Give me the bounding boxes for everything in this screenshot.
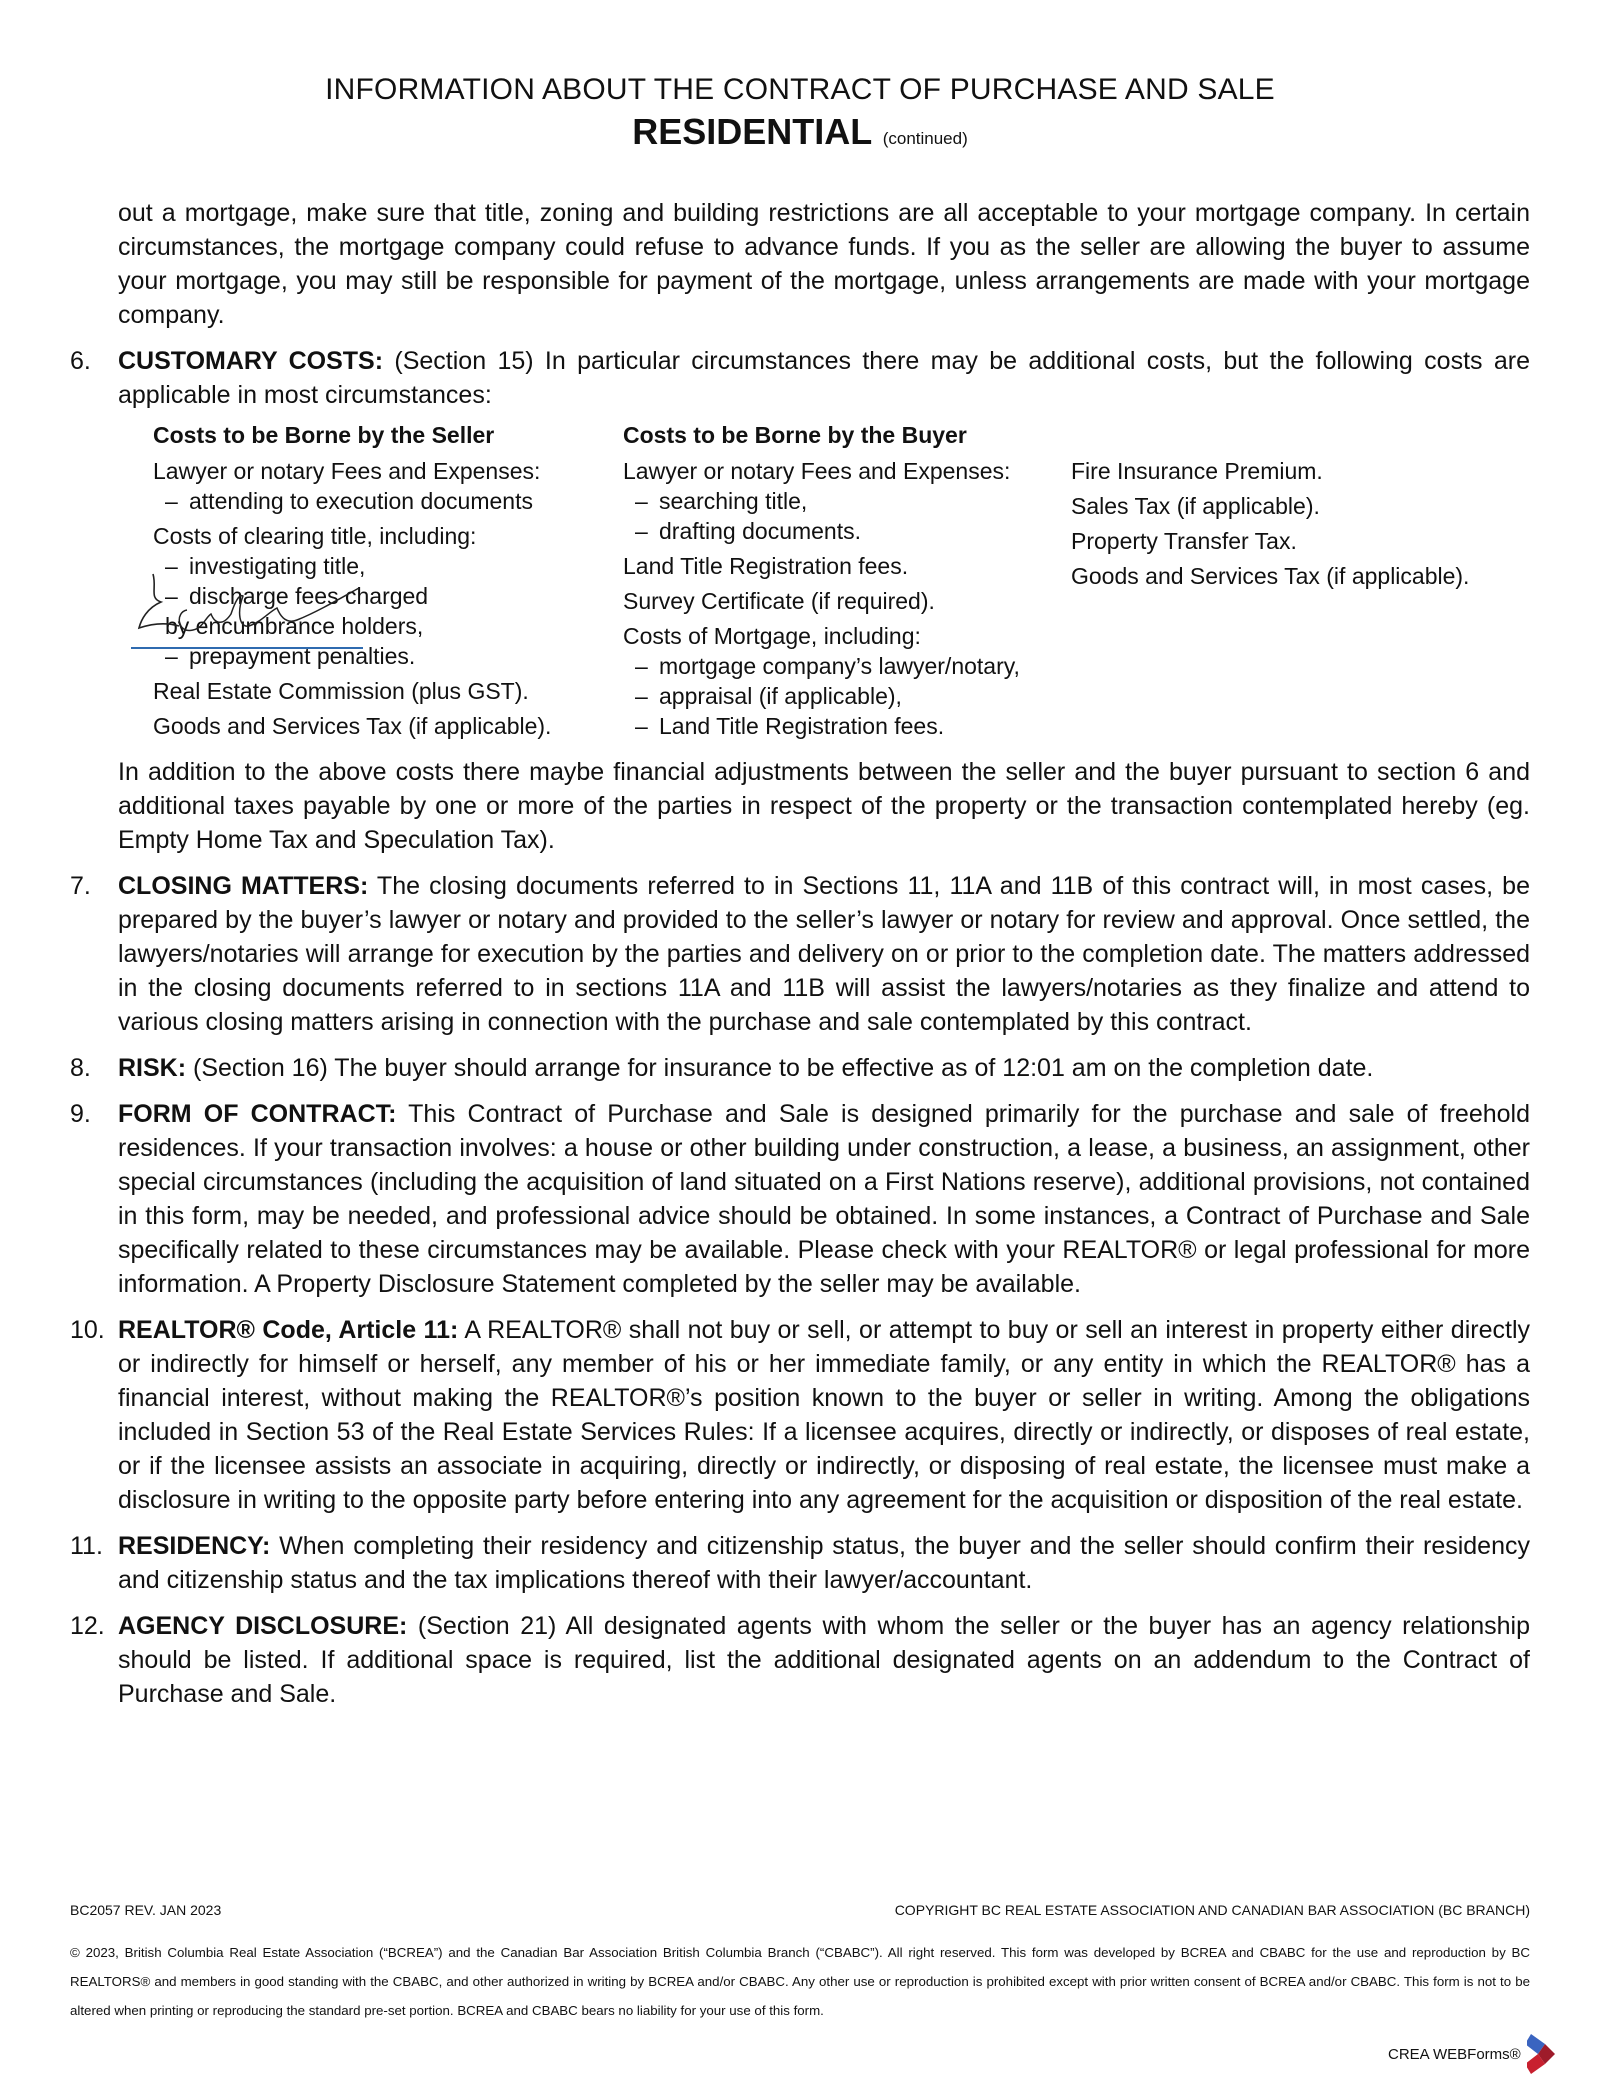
cost-sub-item: – discharge fees charged by encumbrance holders, xyxy=(153,581,455,641)
cost-entry xyxy=(623,456,1071,546)
buyer-costs-column xyxy=(623,420,1071,741)
cost-label: Real Estate Commission (plus GST). xyxy=(153,678,529,704)
section-item xyxy=(70,344,1530,412)
section-body xyxy=(118,869,1530,1039)
section-text: A REALTOR® shall not buy or sell, or attempt to buy or sell an interest in property either directly or indirectly for himself or herself, any member of his or her immediate family, or any entity in which the REALTOR® has a financial interest, without making the REALTOR®’s position known to the buyer or seller in writing. Among the obligations included in Section 53 of the Real Estate Services Rules: If a licensee acquires, directly or indirectly, or disposes of real estate, or if the licensee assists an associate in acquiring, directly or indirectly, or disposing of real estate, the licensee must make a disclosure in writing to the opposite party before entering into any agreement for the acquisition or disposition of the real estate. xyxy=(118,1316,1530,1514)
section-item xyxy=(70,1313,1530,1517)
cost-label: Survey Certificate (if required). xyxy=(623,588,935,614)
section-body xyxy=(118,1609,1530,1711)
cost-sub-item: – investigating title, xyxy=(153,551,623,581)
cost-entry xyxy=(623,586,1071,616)
cost-label: Land Title Registration fees. xyxy=(623,553,909,579)
legal-notice: © 2023, British Columbia Real Estate Association (“BCREA”) and the Canadian Bar Association British Columbia Branch (“CBABC”). All right reserved. This form was developed by BCREA and CBABC for the use and reproduction by BC REALTORS® and members in good standing with the CBABC, and other authorized in writing by BCREA and/or CBABC. Any other use or reproduction is prohibited except with prior written consent of BCREA and/or CBABC. This form is not to be altered when printing or reproducing the standard pre-set portion. BCREA and CBABC bears no liability for your use of this form. xyxy=(70,1945,1530,2018)
additional-costs-paragraph: In addition to the above costs there maybe financial adjustments between the seller and the buyer pursuant to section 6 and additional taxes payable by one or more of the parties in respect of the property or the transaction contemplated hereby (eg. Empty Home Tax and Speculation Tax). xyxy=(118,758,1530,854)
footer-top-row xyxy=(70,1902,1530,1918)
section-number: 12. xyxy=(70,1612,105,1640)
section-body xyxy=(118,1051,1530,1085)
buyer-other-costs-column xyxy=(1071,420,1491,741)
copyright-line: COPYRIGHT BC REAL ESTATE ASSOCIATION AND CANADIAN BAR ASSOCIATION (BC BRANCH) xyxy=(894,1902,1530,1918)
section-number: 10. xyxy=(70,1316,105,1344)
buyer-costs-heading: Costs to be Borne by the Buyer xyxy=(623,422,967,448)
section-body xyxy=(118,1313,1530,1517)
cost-sub-item: – mortgage company’s lawyer/notary, xyxy=(623,651,1071,681)
cost-sub-item: – attending to execution documents xyxy=(153,486,623,516)
cost-entry xyxy=(153,711,623,741)
cost-sub-item: – appraisal (if applicable), xyxy=(623,681,1071,711)
intro-paragraph: out a mortgage, make sure that title, zoning and building restrictions are all acceptable to your mortgage company. In certain circumstances, the mortgage company could refuse to advance funds. If you as the seller are allowing the buyer to assume your mortgage, you may still be responsible for payment of the mortgage, unless arrangements are made with your mortgage company. xyxy=(118,199,1530,329)
cost-entry xyxy=(153,676,623,706)
document-header xyxy=(0,70,1600,162)
section-number: 9. xyxy=(70,1100,91,1128)
section-text: When completing their residency and citizenship status, the buyer and the seller should confirm their residency and citizenship status and the tax implications thereof with their lawyer/accountant. xyxy=(118,1532,1530,1594)
section-number: 7. xyxy=(70,872,91,900)
section-item xyxy=(70,869,1530,1039)
brand-text: CREA WEBForms® xyxy=(1388,2045,1521,2063)
cost-label: Lawyer or notary Fees and Expenses: xyxy=(153,458,541,484)
crea-webforms-logo xyxy=(1388,2032,1557,2076)
section-number: 11. xyxy=(70,1532,103,1560)
section-number: 6. xyxy=(70,347,91,375)
cost-label: Sales Tax (if applicable). xyxy=(1071,493,1320,519)
section-item xyxy=(70,1051,1530,1085)
cost-sub-item: – searching title, xyxy=(623,486,1071,516)
section-heading: RESIDENCY: xyxy=(118,1532,271,1560)
cost-sub-item: – drafting documents. xyxy=(623,516,1071,546)
cost-sub-item: – Land Title Registration fees. xyxy=(623,711,1071,741)
section-text: The closing documents referred to in Sections 11, 11A and 11B of this contract will, in most cases, be prepared by the buyer’s lawyer or notary and provided to the seller’s lawyer or notary for review and approval. Once settled, the lawyers/notaries will arrange for execution by the parties and delivery on or prior to the completion date. The matters addressed in the closing documents referred to in sections 11A and 11B will assist the lawyers/notaries as they finalize and attend to various closing matters arising in connection with the purchase and sale contemplated by this contract. xyxy=(118,872,1530,1036)
cost-label: Costs of clearing title, including: xyxy=(153,523,477,549)
document-title: INFORMATION ABOUT THE CONTRACT OF PURCHASE AND SALE xyxy=(325,73,1275,106)
cost-label: Fire Insurance Premium. xyxy=(1071,458,1323,484)
cost-sub-item: – prepayment penalties. xyxy=(153,641,623,671)
section-heading: RISK: xyxy=(118,1054,187,1082)
document-body xyxy=(70,196,1530,1711)
section-text: (Section 21) All designated agents with whom the seller or the buyer has an agency relationship should be listed. If additional space is required, list the additional designated agents on an addendum to the Contract of Purchase and Sale. xyxy=(118,1612,1531,1708)
section-item xyxy=(70,1097,1530,1301)
seller-costs-column xyxy=(153,420,623,741)
cost-label: Property Transfer Tax. xyxy=(1071,528,1297,554)
section-text: (Section 15) In particular circumstances there may be additional costs, but the following costs are applicable in most circumstances: xyxy=(118,347,1530,409)
section-heading: REALTOR® Code, Article 11: xyxy=(118,1316,459,1344)
section-heading: FORM OF CONTRACT: xyxy=(118,1100,397,1128)
section-body xyxy=(118,1529,1530,1597)
section-item xyxy=(70,1529,1530,1597)
section-heading: CUSTOMARY COSTS: xyxy=(118,347,384,375)
section-number: 8. xyxy=(70,1054,91,1082)
seller-costs-heading: Costs to be Borne by the Seller xyxy=(153,422,495,448)
webforms-logo-icon xyxy=(1527,2032,1557,2076)
cost-entry xyxy=(623,621,1071,741)
cost-entry xyxy=(623,551,1071,581)
document-subtitle: RESIDENTIAL xyxy=(632,111,873,152)
section-text: This Contract of Purchase and Sale is designed primarily for the purchase and sale of freehold residences. If your transaction involves: a house or other building under construction, a lease, a business, an assignment, other special circumstances (including the acquisition of land situated on a First Nations reserve), additional provisions, not contained in this form, may be needed, and professional advice should be obtained. In some instances, a Contract of Purchase and Sale specifically related to these circumstances may be available. Please check with your REALTOR® or legal professional for more information. A Property Disclosure Statement completed by the seller may be available. xyxy=(118,1100,1530,1298)
cost-label: Goods and Services Tax (if applicable). xyxy=(1071,563,1470,589)
cost-label: Lawyer or notary Fees and Expenses: xyxy=(623,458,1011,484)
cost-entry xyxy=(153,456,623,516)
cost-label: Costs of Mortgage, including: xyxy=(623,623,921,649)
section-heading: CLOSING MATTERS: xyxy=(118,872,369,900)
section-body xyxy=(118,1097,1530,1301)
signature-mark xyxy=(131,568,391,658)
costs-table xyxy=(153,420,1530,741)
continued-label: (continued) xyxy=(882,129,968,148)
section-heading: AGENCY DISCLOSURE: xyxy=(118,1612,408,1640)
section-item xyxy=(70,1609,1530,1711)
section-text: (Section 16) The buyer should arrange for insurance to be effective as of 12:01 am on the completion date. xyxy=(186,1054,1374,1082)
form-code: BC2057 REV. JAN 2023 xyxy=(70,1902,222,1918)
cost-label: Goods and Services Tax (if applicable). xyxy=(153,713,552,739)
section-body xyxy=(118,344,1530,412)
document-subtitle-row xyxy=(0,110,1600,162)
